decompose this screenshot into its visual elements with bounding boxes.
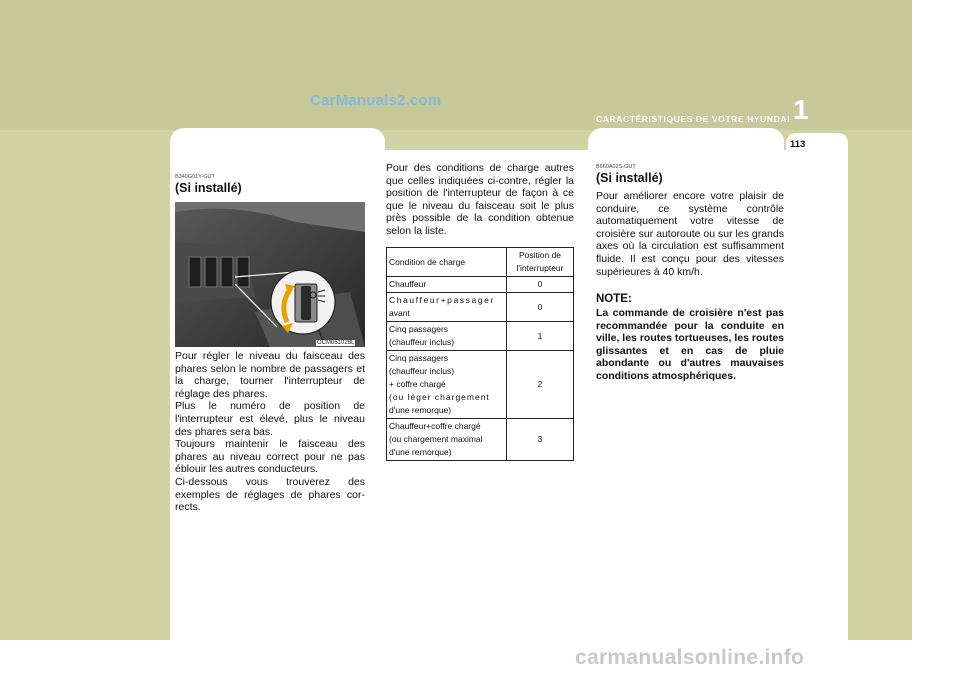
watermark-link[interactable]: CarManuals2.com <box>310 92 442 109</box>
table-cell: 0 <box>507 277 574 293</box>
section-title-line: REGULATEUR DE <box>606 133 714 147</box>
section-title-line: CROISIERE <box>633 148 703 162</box>
table-row <box>387 419 574 461</box>
image-code: OCM051028L <box>317 340 355 346</box>
table-cell: Chauffeur <box>387 277 507 293</box>
section-code: B340G01Y-GUT <box>175 174 215 180</box>
section-title-headlight <box>183 133 366 163</box>
table-row <box>387 322 574 351</box>
table-cell: Cinq passagers (chauffeur inclus) + coffre chargé (ou léger chargement d'une remorque) <box>387 351 507 419</box>
table-cell: 2 <box>507 351 574 419</box>
table-cell: Cinq passagers (chauffeur inclus) <box>387 322 507 351</box>
table-cell: 1 <box>507 322 574 351</box>
body-text: Pour régler le niveau du faisceau des phares selon le nombre de passagers et la charge, tourner l'interrupteur de réglage des phares. Plus le numéro de position de l'interrupteur est élevé, plus le niveau des phares sera bas. Toujours maintenir le faisceau des phares au niveau correct pour ne pas éblouir les autres conducteurs. Ci-dessous vous trouverez des exemples de réglages de phares cor-rects. <box>175 350 365 514</box>
table-row <box>387 293 574 322</box>
chapter-number: 1 <box>793 94 809 125</box>
body-text: Pour améliorer encore votre plaisir de conduire, ce système contrôle automatiquement votre vitesse de croisière sur autoroute ou sur les grands axes où la circulation est suffisamment fluide. Il est conçu pour des vitesses supérieures à 40 km/h. <box>596 190 784 278</box>
headlight-switch-photo <box>175 202 365 347</box>
subheading: (Si installé) <box>175 181 242 195</box>
load-condition-table <box>386 247 574 461</box>
section-code: B660A02S-GUT <box>596 164 636 170</box>
table-row <box>387 277 574 293</box>
section-title-line: REGLAGE DES PHARES <box>183 148 331 162</box>
intro-text: Pour des conditions de charge autres que celles indiquées ci-contre, régler la position de l'interrupteur de façon à ce que le niveau du faisceau soit le plus près possible de la condition obtenue selon la liste. <box>386 162 574 237</box>
table-header-row <box>387 248 574 277</box>
table-cell: 0 <box>507 293 574 322</box>
dashboard-illustration <box>175 202 365 347</box>
page-number: 113 <box>790 139 806 150</box>
section-title-cruise <box>606 133 714 163</box>
watermark-bottom: carmanualsonline.info <box>575 646 805 669</box>
section-title-line: SYSTEME DE MECANISME DE <box>183 133 367 147</box>
table-header-cell: Condition de charge <box>387 248 507 277</box>
chapter-title: CARACTÉRISTIQUES DE VOTRE HYUNDAI <box>596 114 791 124</box>
table-cell: 3 <box>507 419 574 461</box>
subheading: (Si installé) <box>596 171 663 185</box>
note-title: NOTE: <box>596 293 632 305</box>
table-cell: Chauffeur+coffre chargé (ou chargement maximal d'une rernorque) <box>387 419 507 461</box>
table-row <box>387 351 574 419</box>
table-cell: Chauffeur+passager avant <box>387 293 507 322</box>
table-header-cell: Position de l'interrupteur <box>507 248 574 277</box>
header-band <box>0 0 912 130</box>
note-text: La commande de croisière n'est pas recommandée pour la conduite en ville, les routes tortueuses, les routes glissantes et en cas de pluie abondante ou d'autres mauvaises conditions atmosphériques. <box>596 307 784 382</box>
